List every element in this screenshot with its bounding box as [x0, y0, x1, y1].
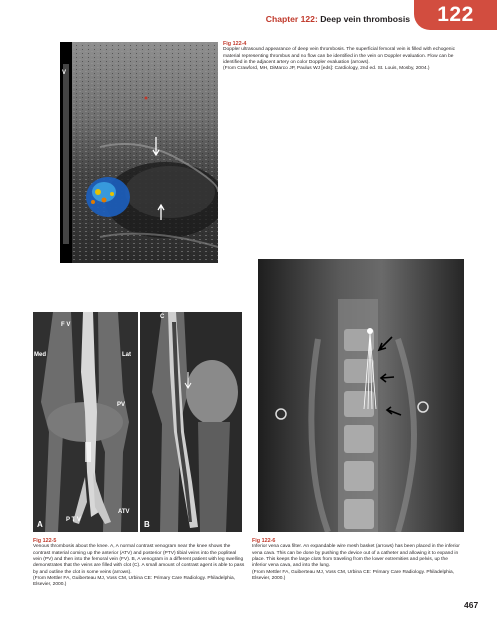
chapter-number-tab: 122	[414, 0, 497, 30]
page-number: 467	[464, 600, 479, 610]
label-atv: ATV	[118, 509, 130, 515]
label-c: C	[160, 314, 165, 320]
label-pv: PV	[117, 402, 126, 408]
label-lat: Lat	[122, 352, 131, 358]
label-fv: F V	[61, 322, 71, 328]
fig-122-6-caption	[252, 538, 464, 582]
chapter-label: Chapter 122:	[265, 14, 318, 24]
ultrasound-image	[60, 42, 218, 263]
fig-122-5-caption	[33, 538, 245, 589]
label-med: Med	[34, 352, 46, 358]
fig-122-6-label: Fig 122-6	[252, 538, 276, 544]
fig-122-4-source: (From Crawford, MH, DiMarco JP, Paulus WJ [eds]: Cardiology, 2nd ed. St. Louis, Mosby, 2004.)	[223, 66, 430, 72]
fig-122-6-text: Inferior vena cava filter. An expandable wire mesh basket (arrows) has been placed in the inferior vena cava. This can be done by pushing the device out of a catheter and allowing it to expand in place. This keeps the large clots from traveling from the lower extremities and pelvis, up the inferior vena cava, and into the lung.	[252, 544, 460, 569]
fig-122-4-text: Doppler ultrasound appearance of deep vein thrombosis. The superficial femoral vein is filled with echogenic material representing thrombus and no flow can be identified in the vein on Doppler evaluation. Flow can be identified in the adjacent artery on color Doppler evaluation (arrows).	[223, 47, 456, 66]
label-ptv: P T V	[66, 517, 81, 523]
fig-122-5-source: (From Mettler FA, Guiberteau MJ, Voss CM, Urbina CE: Primary Care Radiology. Philadelphia, Elsevier, 2000.)	[33, 576, 236, 588]
chapter-heading	[255, 14, 410, 24]
venogram-panel-a	[33, 312, 138, 532]
fig-122-5-text: Venous thrombosis about the knee. A, A normal contrast venogram near the knee shows the contrast material coming up the anterior (ATV) and posterior (PTV) tibial veins into the popliteal vein (PV) and then into the femoral vein (FV). B, A venogram in a different patient with leg swelling demonstrates that the veins are filled with clot (C). A small amount of contrast agent is able to pass by and outline the clot in some veins (arrows).	[33, 544, 245, 575]
fig-122-5-label: Fig 122-5	[33, 538, 57, 544]
chapter-title: Deep vein thrombosis	[320, 14, 410, 24]
fig-122-4-label: Fig 122-4	[223, 41, 247, 47]
fig-122-4-caption	[223, 41, 461, 73]
fig-122-6-source: (From Mettler FA, Guiberteau MJ, Voss CM, Urbina CE: Primary Care Radiology. Philadelphia, Elsevier, 2000.)	[252, 569, 455, 582]
ultrasound-v-label: V	[62, 70, 67, 76]
venogram-panel-b	[140, 312, 242, 532]
panel-b-letter: B	[144, 520, 150, 529]
ivc-filter-xray	[258, 259, 464, 532]
panel-a-letter: A	[37, 520, 43, 529]
